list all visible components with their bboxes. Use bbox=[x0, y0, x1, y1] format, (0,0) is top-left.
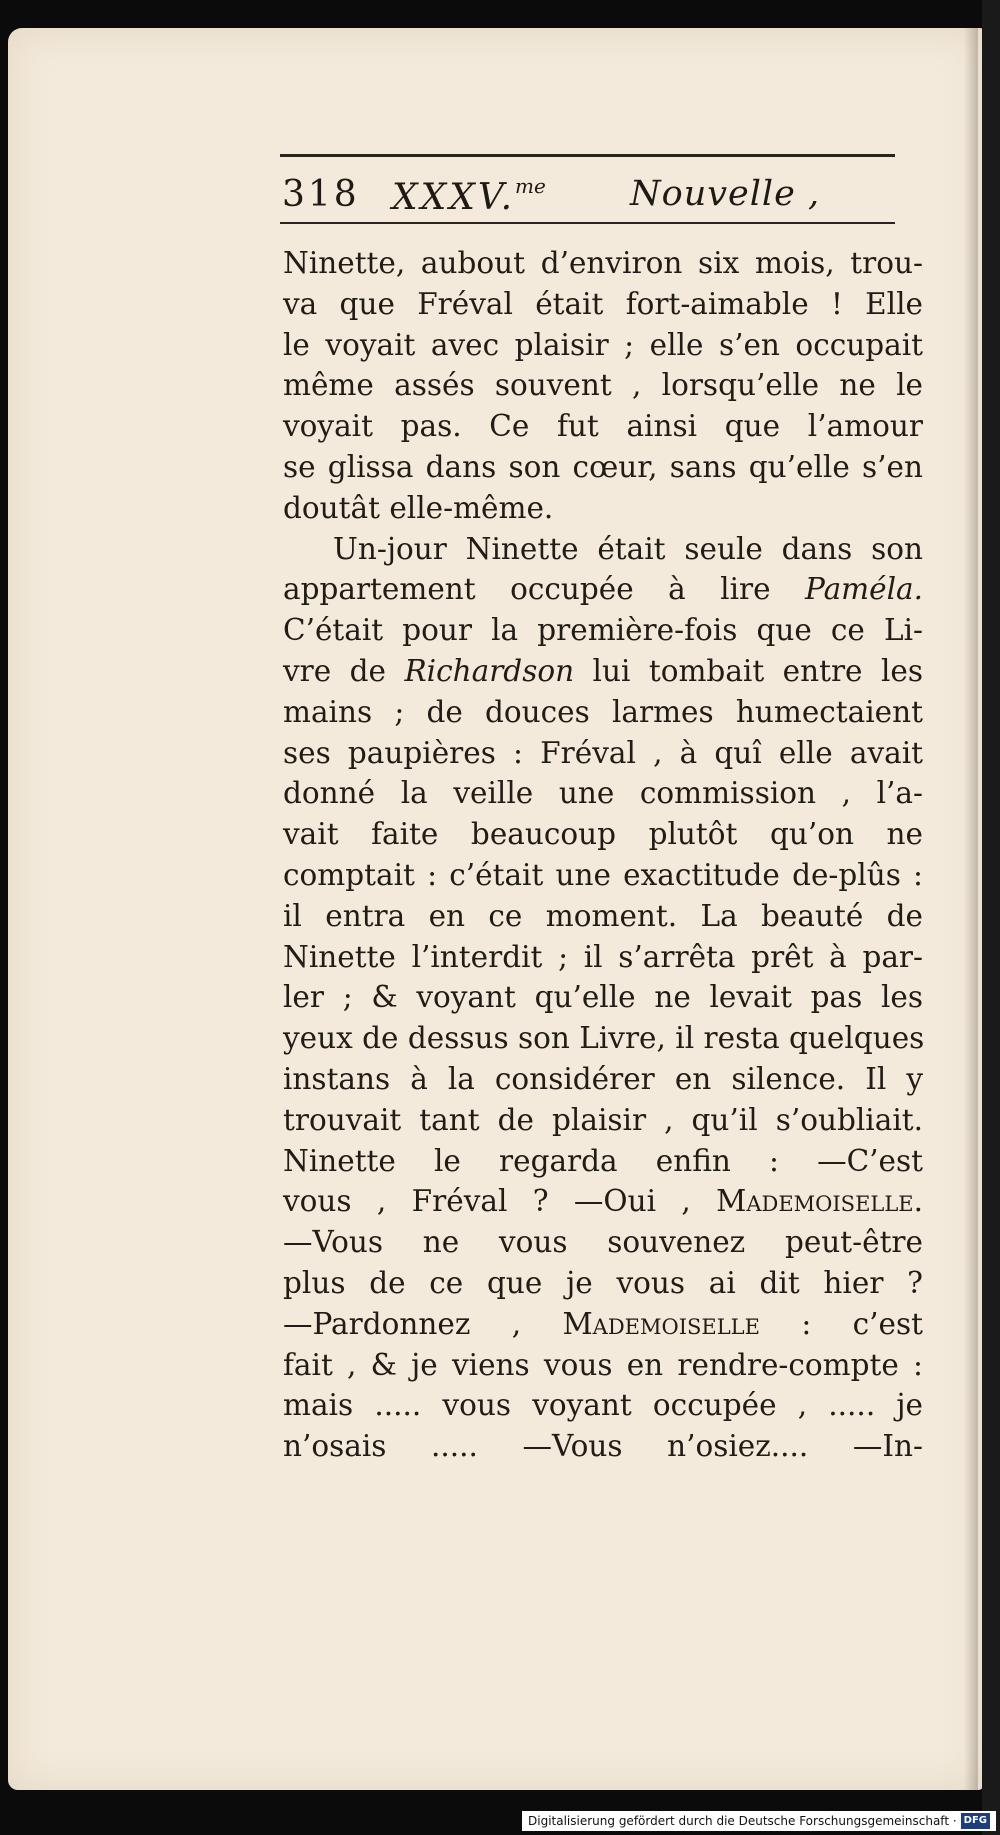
header-rule-top bbox=[280, 154, 895, 157]
text-line: vait faite beaucoup plutôt qu’on ne bbox=[283, 817, 923, 852]
text-line: vous , Fréval ? —Oui , Mademoiselle. bbox=[283, 1184, 923, 1219]
text-line: fait , & je viens vous en rendre-compte : bbox=[283, 1347, 923, 1382]
text-line: doutât elle-même. bbox=[283, 490, 554, 525]
text-line: n’osais ..... —Vous n’osiez.... —In- bbox=[283, 1429, 923, 1464]
page-number: 318 bbox=[282, 174, 360, 215]
author-name-richardson: Richardson bbox=[404, 653, 575, 688]
credit-text: Digitalisierung gefördert durch die Deutsche Forschungsgemeinschaft · bbox=[528, 1814, 957, 1828]
text-line: mains ; de douces larmes humectaient bbox=[283, 694, 923, 729]
text-line: va que Fréval était fort-aimable ! Elle bbox=[283, 286, 923, 321]
text-line: C’était pour la première-fois que ce Li- bbox=[283, 613, 923, 648]
text-line: plus de ce que je vous ai dit hier ? bbox=[283, 1265, 923, 1300]
text-line: comptait : c’était une exactitude de-plûs : bbox=[283, 857, 923, 892]
text-line: il entra en ce moment. La beauté de bbox=[283, 898, 923, 933]
book-binding bbox=[982, 0, 1000, 1835]
text-line: yeux de dessus son Livre, il resta quelques bbox=[283, 1021, 925, 1056]
page-edge-shadow bbox=[964, 28, 978, 1790]
text-line: vre de Richardson lui tombait entre les bbox=[283, 653, 923, 688]
header-rule-bottom bbox=[280, 222, 895, 224]
text-line: le voyait avec plaisir ; elle s’en occupait bbox=[283, 327, 923, 362]
text-line: Ninette l’interdit ; il s’arrêta prêt à par- bbox=[283, 939, 923, 974]
body-text bbox=[283, 243, 923, 1467]
digitization-credit bbox=[522, 1811, 996, 1831]
text-line: —Vous ne vous souvenez peut-être bbox=[283, 1225, 923, 1260]
running-subtitle: Nouvelle , bbox=[630, 174, 821, 214]
running-title-superscript: me bbox=[515, 174, 546, 198]
text-line: même assés souvent , lorsqu’elle ne le bbox=[283, 368, 923, 403]
text-line: se glissa dans son cœur, sans qu’elle s’en bbox=[283, 449, 923, 484]
text-line: ler ; & voyant qu’elle ne levait pas les bbox=[283, 980, 923, 1015]
text-line: instans à la considérer en silence. Il y bbox=[283, 1061, 923, 1096]
text-line: trouvait tant de plaisir , qu’il s’oubliait. bbox=[283, 1102, 923, 1137]
running-title bbox=[392, 174, 546, 218]
text-line: mais ..... vous voyant occupée , ..... je bbox=[283, 1388, 923, 1423]
small-caps-word: Mademoiselle. bbox=[716, 1184, 923, 1219]
text-line: Ninette, aubout d’environ six mois, trou- bbox=[283, 246, 923, 280]
text-line-paragraph-start: Un-jour Ninette était seule dans son bbox=[333, 531, 923, 566]
text-line: donné la veille une commission , l’a- bbox=[283, 776, 923, 811]
page-header bbox=[282, 168, 902, 220]
book-title-pamela: Paméla. bbox=[805, 572, 923, 607]
text-line: voyait pas. Ce fut ainsi que l’amour bbox=[283, 409, 923, 444]
dfg-logo: DFG bbox=[961, 1813, 990, 1829]
text-line: —Pardonnez , Mademoiselle : c’est bbox=[283, 1306, 923, 1341]
running-title-text: XXXV. bbox=[392, 177, 516, 218]
text-line: ses paupières : Fréval , à quî elle avait bbox=[283, 735, 923, 770]
text-line: appartement occupée à lire Paméla. bbox=[283, 572, 923, 607]
text-line: Ninette le regarda enfin : —C’est bbox=[283, 1143, 923, 1178]
small-caps-word: Mademoiselle bbox=[562, 1306, 760, 1341]
